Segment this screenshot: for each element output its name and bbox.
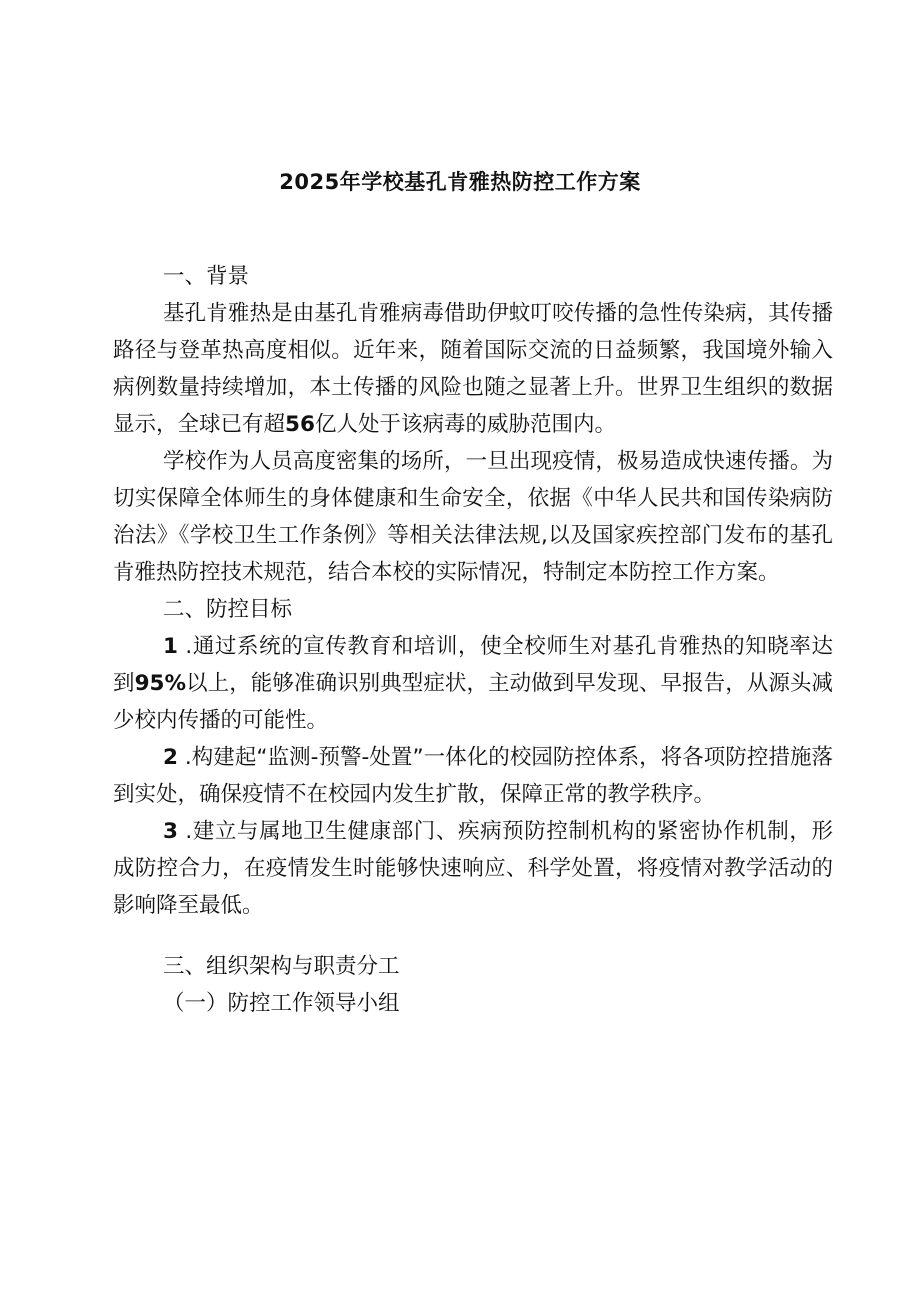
goal-item-2 bbox=[113, 739, 833, 813]
goal-item-3 bbox=[113, 813, 833, 924]
population-figure: 56 bbox=[285, 412, 315, 437]
goal-item-1-text-a: .通过系统的宣传教育和培训，使全校师生对基孔肯雅热的知晓率达到 bbox=[113, 634, 833, 696]
goal-item-2-text: .构建起“监测-预警-处置”一体化的校园防控体系，将各项防控措施落到实处，确保疫情不在校园内发生扩散，保障正常的教学秩序。 bbox=[113, 745, 833, 807]
section-heading-goals: 二、防控目标 bbox=[163, 597, 293, 622]
goal-item-2-number: 2 bbox=[163, 745, 178, 770]
goal-item-3-number: 3 bbox=[163, 819, 178, 844]
subsection-heading-leadership-group: （一）防控工作领导小组 bbox=[163, 991, 400, 1016]
awareness-rate: 95% bbox=[134, 671, 187, 696]
section-spacer bbox=[113, 924, 833, 948]
background-paragraph-1-text-b: 亿人处于该病毒的威胁范围内。 bbox=[314, 412, 616, 437]
goal-item-1-text-b: 以上，能够准确识别典型症状，主动做到早发现、早报告，从源头减少校内传播的可能性。 bbox=[113, 671, 833, 733]
section-heading-organization: 三、组织架构与职责分工 bbox=[163, 954, 400, 979]
background-paragraph-2: 学校作为人员高度密集的场所，一旦出现疫情，极易造成快速传播。为切实保障全体师生的身体健康和生命安全，依据《中华人民共和国传染病防治法》《学校卫生工作条例》等相关法律法规,以及国家疾控部门发布的基孔肯雅热防控技术规范，结合本校的实际情况，特制定本防控工作方案。 bbox=[113, 449, 833, 585]
document-body bbox=[113, 258, 833, 1022]
goal-item-1 bbox=[113, 628, 833, 739]
background-paragraph-1-text-a: 基孔肯雅热是由基孔肯雅病毒借助伊蚊叮咬传播的急性传染病，其传播路径与登革热高度相似。近年来，随着国际交流的日益频繁，我国境外输入病例数量持续增加，本土传播的风险也随之显著上升。世界卫生组织的数据显示，全球已有超 bbox=[113, 301, 833, 437]
section-heading-background: 一、背景 bbox=[163, 264, 250, 289]
document-title: 2025年学校基孔肯雅热防控工作方案 bbox=[279, 170, 641, 194]
goal-item-3-text: .建立与属地卫生健康部门、疾病预防控制机构的紧密协作机制，形成防控合力，在疫情发生时能够快速响应、科学处置，将疫情对教学活动的影响降至最低。 bbox=[113, 819, 833, 918]
goal-item-1-number: 1 bbox=[163, 634, 178, 659]
background-paragraph-1 bbox=[113, 295, 833, 443]
